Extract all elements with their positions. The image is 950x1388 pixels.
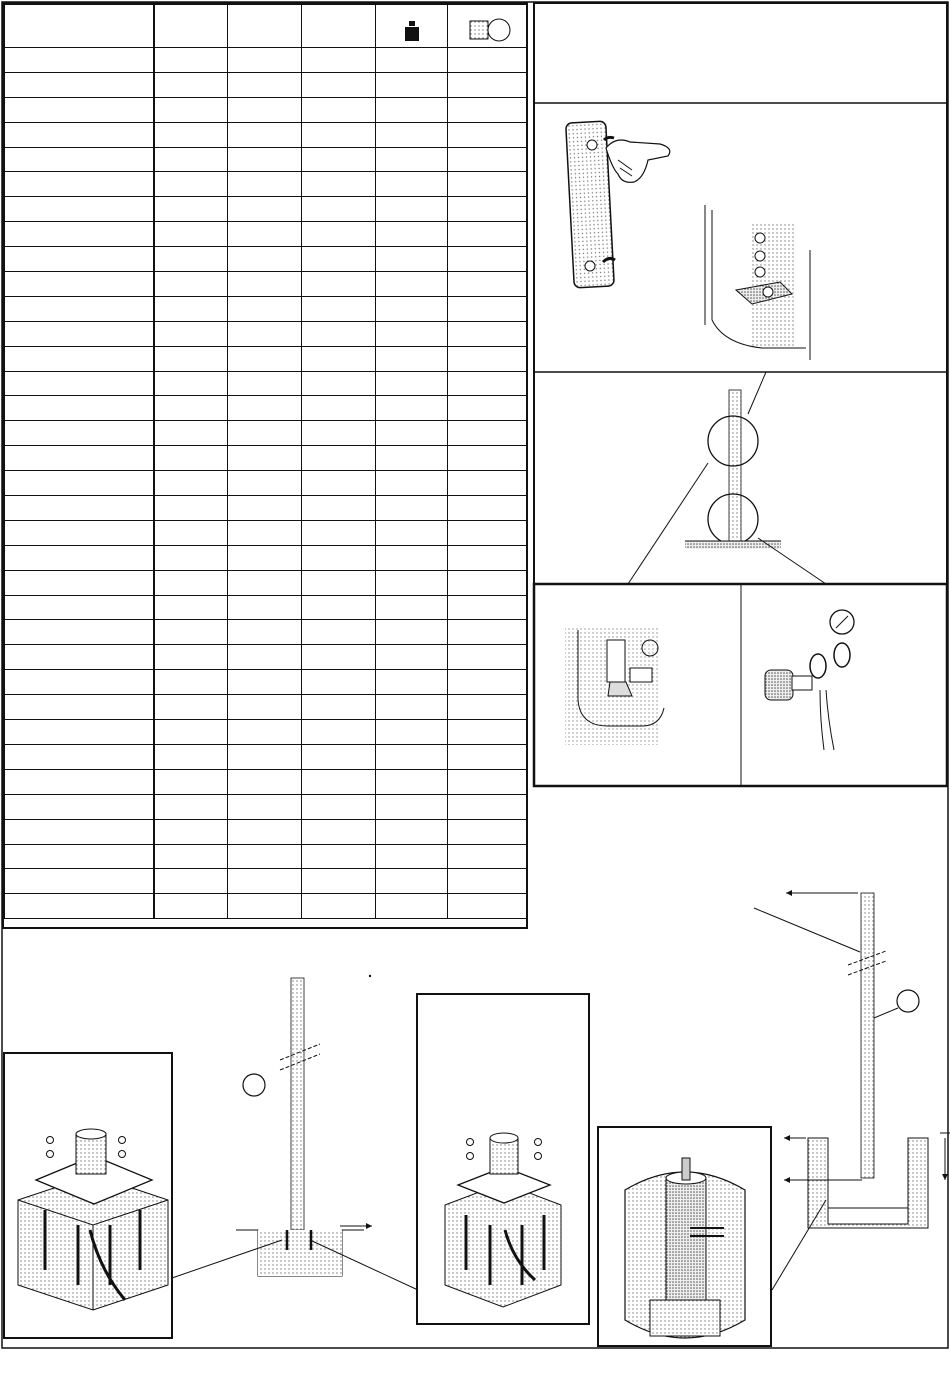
table-row — [5, 620, 527, 645]
table-cell — [154, 844, 228, 869]
table-cell — [228, 545, 302, 570]
table-cell — [228, 894, 302, 919]
table-cell — [5, 496, 154, 521]
table-cell — [376, 794, 448, 819]
table-cell — [5, 371, 154, 396]
table-cell — [302, 97, 376, 122]
table-cell — [228, 869, 302, 894]
table-cell — [154, 769, 228, 794]
table-cell — [228, 794, 302, 819]
table-cell — [302, 620, 376, 645]
table-row — [5, 570, 527, 595]
table-cell — [228, 147, 302, 172]
table-cell — [448, 819, 527, 844]
table-cell — [376, 844, 448, 869]
table-cell — [448, 695, 527, 720]
table-cell — [376, 247, 448, 272]
table-cell — [448, 48, 527, 73]
table-row — [5, 894, 527, 919]
table-cell — [448, 97, 527, 122]
spec-table — [4, 4, 527, 919]
table-cell — [448, 595, 527, 620]
table-cell — [154, 296, 228, 321]
table-cell — [302, 197, 376, 222]
table-cell — [154, 545, 228, 570]
table-cell — [302, 794, 376, 819]
table-cell — [376, 48, 448, 73]
table-cell — [376, 122, 448, 147]
table-cell — [302, 520, 376, 545]
table-row — [5, 421, 527, 446]
table-cell — [376, 520, 448, 545]
table-cell — [448, 744, 527, 769]
table-cell — [228, 371, 302, 396]
table-cell — [5, 147, 154, 172]
table-row — [5, 645, 527, 670]
table-cell — [302, 247, 376, 272]
table-cell — [448, 844, 527, 869]
pole-foundation-center — [172, 975, 418, 1290]
table-cell — [448, 122, 527, 147]
table-cell — [376, 446, 448, 471]
table-cell — [302, 769, 376, 794]
table-cell — [448, 769, 527, 794]
table-cell — [5, 620, 154, 645]
table-cell — [302, 595, 376, 620]
bolt-washer-lug-detail — [765, 610, 854, 750]
table-cell — [448, 670, 527, 695]
table-cell — [228, 97, 302, 122]
header-cell — [154, 5, 228, 48]
table-cell — [376, 545, 448, 570]
table-cell — [302, 570, 376, 595]
table-cell — [228, 819, 302, 844]
table-cell — [228, 620, 302, 645]
table-cell — [5, 396, 154, 421]
table-cell — [154, 744, 228, 769]
table-cell — [302, 296, 376, 321]
table-cell — [154, 595, 228, 620]
table-cell — [302, 869, 376, 894]
table-cell — [302, 172, 376, 197]
table-cell — [5, 272, 154, 297]
table-row — [5, 869, 527, 894]
table-cell — [376, 396, 448, 421]
table-cell — [5, 670, 154, 695]
table-cell — [376, 72, 448, 97]
table-cell — [448, 496, 527, 521]
table-cell — [228, 197, 302, 222]
table-cell — [228, 446, 302, 471]
table-cell — [154, 172, 228, 197]
table-cell — [302, 446, 376, 471]
table-cell — [5, 595, 154, 620]
table-cell — [448, 172, 527, 197]
table-cell — [376, 570, 448, 595]
table-cell — [5, 545, 154, 570]
table-row — [5, 819, 527, 844]
table-cell — [228, 496, 302, 521]
table-cell — [154, 371, 228, 396]
table-row — [5, 794, 527, 819]
table-cell — [154, 247, 228, 272]
table-row — [5, 396, 527, 421]
table-cell — [5, 869, 154, 894]
table-cell — [154, 794, 228, 819]
table-cell — [302, 421, 376, 446]
table-cell — [154, 396, 228, 421]
table-cell — [228, 720, 302, 745]
table-cell — [228, 222, 302, 247]
table-row — [5, 247, 527, 272]
table-cell — [302, 396, 376, 421]
table-cell — [228, 695, 302, 720]
table-row — [5, 744, 527, 769]
table-cell — [448, 545, 527, 570]
table-cell — [448, 894, 527, 919]
table-cell — [228, 296, 302, 321]
table-cell — [5, 645, 154, 670]
table-cell — [302, 48, 376, 73]
table-cell — [5, 446, 154, 471]
table-cell — [302, 496, 376, 521]
anchor-base-assembly-right — [445, 1133, 561, 1307]
anchor-base-assembly-left — [18, 1129, 168, 1310]
table-row — [5, 172, 527, 197]
table-cell — [448, 147, 527, 172]
table-cell — [228, 670, 302, 695]
table-row — [5, 72, 527, 97]
table-cell — [5, 296, 154, 321]
table-row — [5, 122, 527, 147]
table-cell — [154, 819, 228, 844]
table-cell — [448, 471, 527, 496]
table-cell — [154, 48, 228, 73]
table-row — [5, 471, 527, 496]
table-cell — [154, 894, 228, 919]
table-row — [5, 321, 527, 346]
table-cell — [448, 645, 527, 670]
table-cell — [228, 645, 302, 670]
table-cell — [5, 570, 154, 595]
table-row — [5, 496, 527, 521]
table-cell — [5, 421, 154, 446]
table-cell — [5, 97, 154, 122]
table-cell — [376, 819, 448, 844]
table-cell — [376, 272, 448, 297]
table-cell — [154, 869, 228, 894]
table-cell — [5, 769, 154, 794]
pole-sleeve-foundation — [754, 890, 950, 1290]
table-cell — [154, 446, 228, 471]
table-cell — [154, 147, 228, 172]
table-header-row — [5, 5, 527, 48]
table-cell — [302, 545, 376, 570]
table-cell — [448, 371, 527, 396]
header-cell — [376, 5, 448, 48]
table-cell — [302, 894, 376, 919]
table-cell — [302, 670, 376, 695]
table-cell — [448, 222, 527, 247]
table-cell — [448, 296, 527, 321]
table-cell — [5, 247, 154, 272]
table-cell — [448, 446, 527, 471]
table-cell — [376, 496, 448, 521]
table-cell — [228, 321, 302, 346]
table-cell — [448, 421, 527, 446]
table-cell — [302, 272, 376, 297]
weight-icon — [404, 21, 420, 43]
table-cell — [228, 471, 302, 496]
table-cell — [448, 794, 527, 819]
table-cell — [5, 695, 154, 720]
header-cell — [5, 5, 154, 48]
table-cell — [5, 794, 154, 819]
table-cell — [448, 247, 527, 272]
table-cell — [228, 520, 302, 545]
table-cell — [154, 471, 228, 496]
table-cell — [228, 247, 302, 272]
table-row — [5, 670, 527, 695]
table-cell — [154, 346, 228, 371]
table-row — [5, 844, 527, 869]
table-cell — [302, 72, 376, 97]
table-cell — [376, 197, 448, 222]
table-cell — [228, 272, 302, 297]
table-cell — [376, 346, 448, 371]
table-cell — [154, 122, 228, 147]
table-cell — [448, 520, 527, 545]
table-cell — [302, 222, 376, 247]
table-cell — [154, 421, 228, 446]
table-cell — [376, 97, 448, 122]
table-cell — [154, 197, 228, 222]
table-cell — [228, 172, 302, 197]
table-cell — [154, 97, 228, 122]
table-cell — [302, 346, 376, 371]
pole-ground-circles — [628, 372, 826, 584]
table-cell — [5, 197, 154, 222]
table-cell — [376, 670, 448, 695]
table-cell — [376, 620, 448, 645]
table-cell — [5, 346, 154, 371]
table-row — [5, 695, 527, 720]
table-cell — [448, 321, 527, 346]
table-cell — [302, 645, 376, 670]
table-cell — [228, 595, 302, 620]
table-row — [5, 197, 527, 222]
table-cell — [376, 894, 448, 919]
table-cell — [448, 720, 527, 745]
table-cell — [448, 72, 527, 97]
table-cell — [228, 396, 302, 421]
table-cell — [376, 769, 448, 794]
table-cell — [448, 197, 527, 222]
table-cell — [302, 371, 376, 396]
table-cell — [376, 471, 448, 496]
table-cell — [228, 421, 302, 446]
sleeve-cutaway-detail — [625, 1158, 745, 1338]
table-cell — [5, 321, 154, 346]
table-row — [5, 222, 527, 247]
table-cell — [302, 720, 376, 745]
table-cell — [154, 496, 228, 521]
table-cell — [5, 471, 154, 496]
table-cell — [228, 570, 302, 595]
header-cell — [448, 5, 527, 48]
table-cell — [302, 321, 376, 346]
table-row — [5, 769, 527, 794]
table-row — [5, 147, 527, 172]
bracket-corner-detail — [705, 205, 810, 360]
cable-clamp-detail — [565, 627, 664, 745]
table-cell — [154, 720, 228, 745]
table-cell — [5, 172, 154, 197]
table-cell — [154, 72, 228, 97]
table-row — [5, 545, 527, 570]
table-cell — [228, 72, 302, 97]
table-cell — [376, 595, 448, 620]
table-cell — [448, 620, 527, 645]
table-row — [5, 346, 527, 371]
table-row — [5, 595, 527, 620]
table-cell — [154, 620, 228, 645]
circle-marker-icon — [462, 17, 512, 43]
table-cell — [5, 72, 154, 97]
table-row — [5, 296, 527, 321]
table-row — [5, 97, 527, 122]
table-cell — [376, 645, 448, 670]
table-cell — [154, 321, 228, 346]
table-cell — [302, 695, 376, 720]
table-cell — [448, 570, 527, 595]
table-cell — [302, 819, 376, 844]
table-cell — [5, 819, 154, 844]
table-cell — [5, 894, 154, 919]
table-cell — [302, 744, 376, 769]
table-cell — [376, 172, 448, 197]
table-cell — [154, 222, 228, 247]
table-cell — [302, 147, 376, 172]
table-row — [5, 520, 527, 545]
table-cell — [5, 222, 154, 247]
table-cell — [5, 122, 154, 147]
mounting-plate-screw-detail — [566, 121, 670, 288]
table-row — [5, 272, 527, 297]
table-cell — [228, 346, 302, 371]
table-cell — [448, 869, 527, 894]
table-cell — [376, 421, 448, 446]
table-cell — [228, 844, 302, 869]
table-row — [5, 371, 527, 396]
table-cell — [154, 272, 228, 297]
table-cell — [376, 869, 448, 894]
table-cell — [376, 744, 448, 769]
spec-table-body — [5, 48, 527, 919]
table-cell — [228, 769, 302, 794]
table-row — [5, 446, 527, 471]
table-cell — [302, 471, 376, 496]
table-cell — [5, 744, 154, 769]
table-cell — [376, 695, 448, 720]
table-cell — [448, 346, 527, 371]
table-cell — [154, 695, 228, 720]
table-cell — [228, 122, 302, 147]
table-cell — [5, 844, 154, 869]
table-row — [5, 720, 527, 745]
table-cell — [228, 744, 302, 769]
table-cell — [376, 296, 448, 321]
table-cell — [376, 321, 448, 346]
table-cell — [154, 520, 228, 545]
table-cell — [154, 570, 228, 595]
table-cell — [302, 844, 376, 869]
table-cell — [154, 645, 228, 670]
header-cell — [302, 5, 376, 48]
table-cell — [5, 48, 154, 73]
table-cell — [5, 720, 154, 745]
table-cell — [376, 222, 448, 247]
table-cell — [448, 272, 527, 297]
table-cell — [376, 371, 448, 396]
table-row — [5, 48, 527, 73]
table-cell — [376, 147, 448, 172]
table-cell — [448, 396, 527, 421]
table-cell — [376, 720, 448, 745]
table-cell — [228, 48, 302, 73]
table-cell — [154, 670, 228, 695]
table-cell — [5, 520, 154, 545]
header-cell — [228, 5, 302, 48]
table-cell — [302, 122, 376, 147]
